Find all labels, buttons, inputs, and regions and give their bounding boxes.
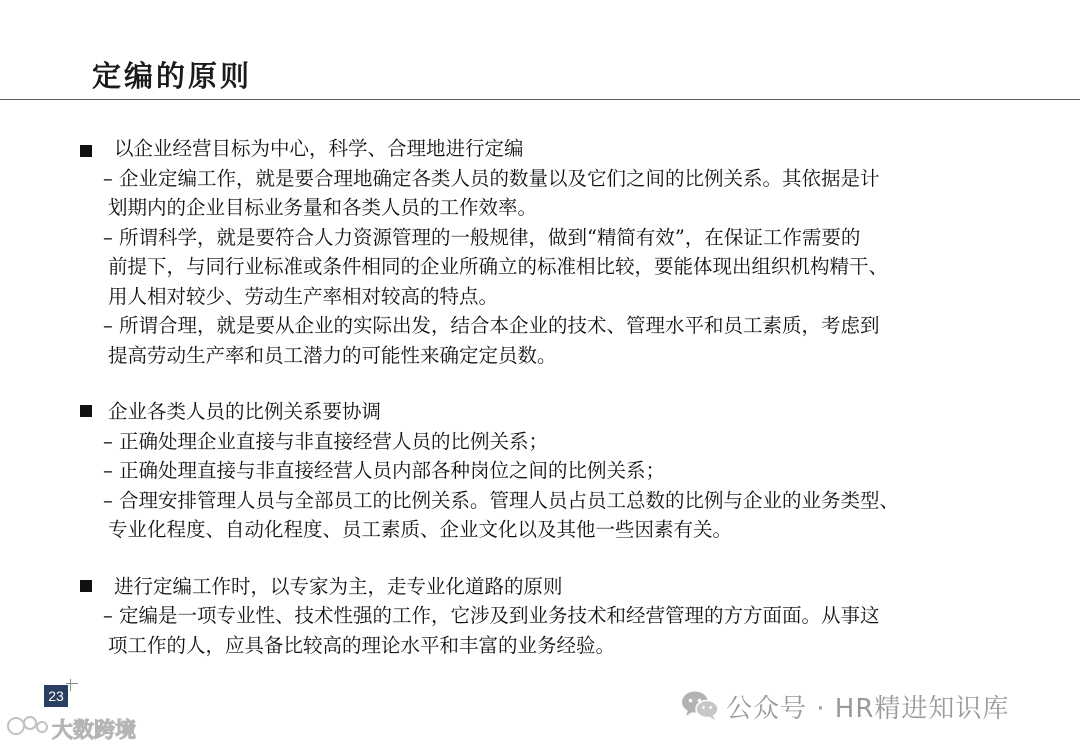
section-3-line-1: – 定编是一项专业性、技术性强的工作，它涉及到业务技术和经营管理的方方面面。从事这 (103, 604, 880, 627)
section-3-bullet-icon (80, 580, 92, 592)
corner-watermark: 大数跨境 (52, 718, 136, 742)
crop-mark-vertical (70, 679, 71, 691)
section-1-line-1: – 企业定编工作，就是要合理地确定各类人员的数量以及它们之间的比例关系。其依据是计 (103, 167, 880, 190)
section-1-heading: 以企业经营目标为中心，科学、合理地进行定编 (114, 137, 524, 160)
section-1-line-7: 提高劳动生产率和员工潜力的可能性来确定定员数。 (108, 344, 557, 367)
wechat-logo-icon (680, 689, 720, 721)
section-2-bullet-icon (80, 405, 92, 417)
section-3-line-2: 项工作的人，应具备比较高的理论水平和丰富的业务经验。 (108, 634, 616, 657)
section-2-line-1: – 正确处理企业直接与非直接经营人员的比例关系； (103, 430, 548, 453)
section-1-bullet-icon (80, 145, 92, 157)
section-1-line-5: 用人相对较少、劳动生产率相对较高的特点。 (108, 285, 499, 308)
section-3-heading: 进行定编工作时，以专家为主，走专业化道路的原则 (114, 575, 563, 598)
crop-mark-horizontal (66, 683, 78, 684)
section-1-line-6: – 所谓合理，就是要从企业的实际出发，结合本企业的技术、管理水平和员工素质，考虑到 (103, 314, 880, 337)
slide-title: 定编的原则 (92, 59, 253, 93)
brand-logo-icon (6, 712, 50, 740)
section-2-line-3: – 合理安排管理人员与全部员工的比例关系。管理人员占员工总数的比例与企业的业务类型、 (103, 489, 899, 512)
section-1-line-2: 划期内的企业目标业务量和各类人员的工作效率。 (108, 196, 538, 219)
section-2-heading: 企业各类人员的比例关系要协调 (108, 400, 382, 423)
section-1-line-4: 前提下，与同行业标准或条件相同的企业所确立的标准相比较，要能体现出组织机构精干、 (108, 255, 889, 278)
title-divider (0, 99, 1080, 100)
page-number-badge: 23 (44, 685, 68, 707)
wechat-watermark: 公众号 · HR精进知识库 (726, 694, 1010, 724)
section-2-line-2: – 正确处理直接与非直接经营人员内部各种岗位之间的比例关系； (103, 459, 665, 482)
section-2-line-4: 专业化程度、自动化程度、员工素质、企业文化以及其他一些因素有关。 (108, 518, 733, 541)
section-1-line-3: – 所谓科学，就是要符合人力资源管理的一般规律，做到“精简有效”，在保证工作需要的 (103, 226, 861, 249)
